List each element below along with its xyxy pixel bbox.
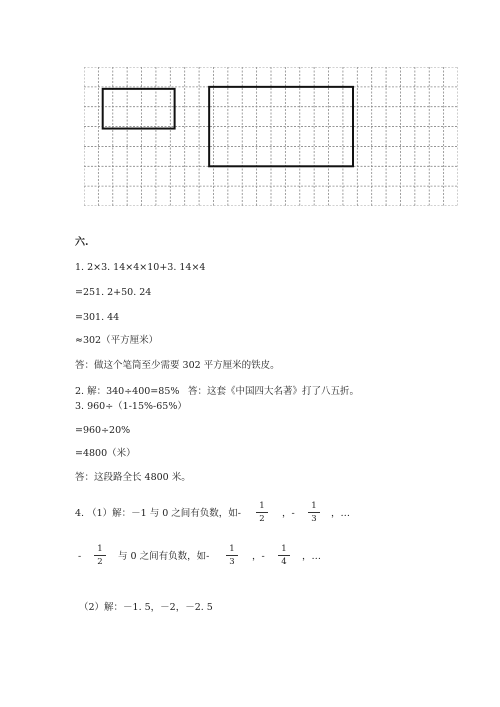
q1-line2: =251. 2+50. 24 [75,287,152,298]
fraction-2 [308,501,320,524]
q4-comma-minus-1: ，- [282,508,295,519]
fraction-1-numerator: 1 [259,501,265,511]
q4-part2: （2）解：－1. 5，－2，－2. 5 [79,602,213,613]
q3-answer: 答：这段路全长 4800 米。 [75,472,191,483]
grid-figure [84,67,458,206]
q2-answer: 答：这套《中国四大名著》打了八五折。 [188,386,360,397]
q1-line4: ≈302（平方厘米） [75,335,159,346]
small-rectangle [103,89,175,129]
fraction-5-denominator: 4 [281,557,287,567]
fraction-1 [256,501,268,524]
q4-line2-minus: - [78,551,82,562]
q4-ellipsis-1: ，… [331,508,351,519]
fraction-4-numerator: 1 [229,544,235,554]
fraction-3-denominator: 2 [97,557,103,567]
q3-line1: 3. 960÷（1-15%-65%） [75,401,187,412]
fraction-2-denominator: 3 [311,514,317,524]
fraction-4 [226,544,238,567]
q1-line3: =301. 44 [75,312,120,323]
q2-left: 2. 解：340÷400=85% [75,386,180,397]
q1-answer: 答：做这个笔筒至少需要 302 平方厘米的铁皮。 [75,360,280,371]
grid-diagram [84,67,458,206]
section-title: 六. [75,237,89,248]
q3-line2: =960÷20% [75,425,131,436]
fraction-4-denominator: 3 [229,557,235,567]
q4-ellipsis-2: ，… [302,551,322,562]
fraction-1-denominator: 2 [259,514,265,524]
q4-part1-prefix: 4. （1）解：－1 与 0 之间有负数，如- [75,508,241,519]
fraction-3-numerator: 1 [97,544,103,554]
q3-line3: =4800（米） [75,448,136,459]
q1-line1: 1. 2×3. 14×4×10+3. 14×4 [75,262,206,273]
fraction-2-numerator: 1 [311,501,317,511]
fraction-5 [278,544,290,567]
q4-comma-minus-2: ，- [252,551,265,562]
fraction-5-numerator: 1 [281,544,287,554]
fraction-3 [94,544,106,567]
q4-line2-text: 与 0 之间有负数，如- [118,551,210,562]
